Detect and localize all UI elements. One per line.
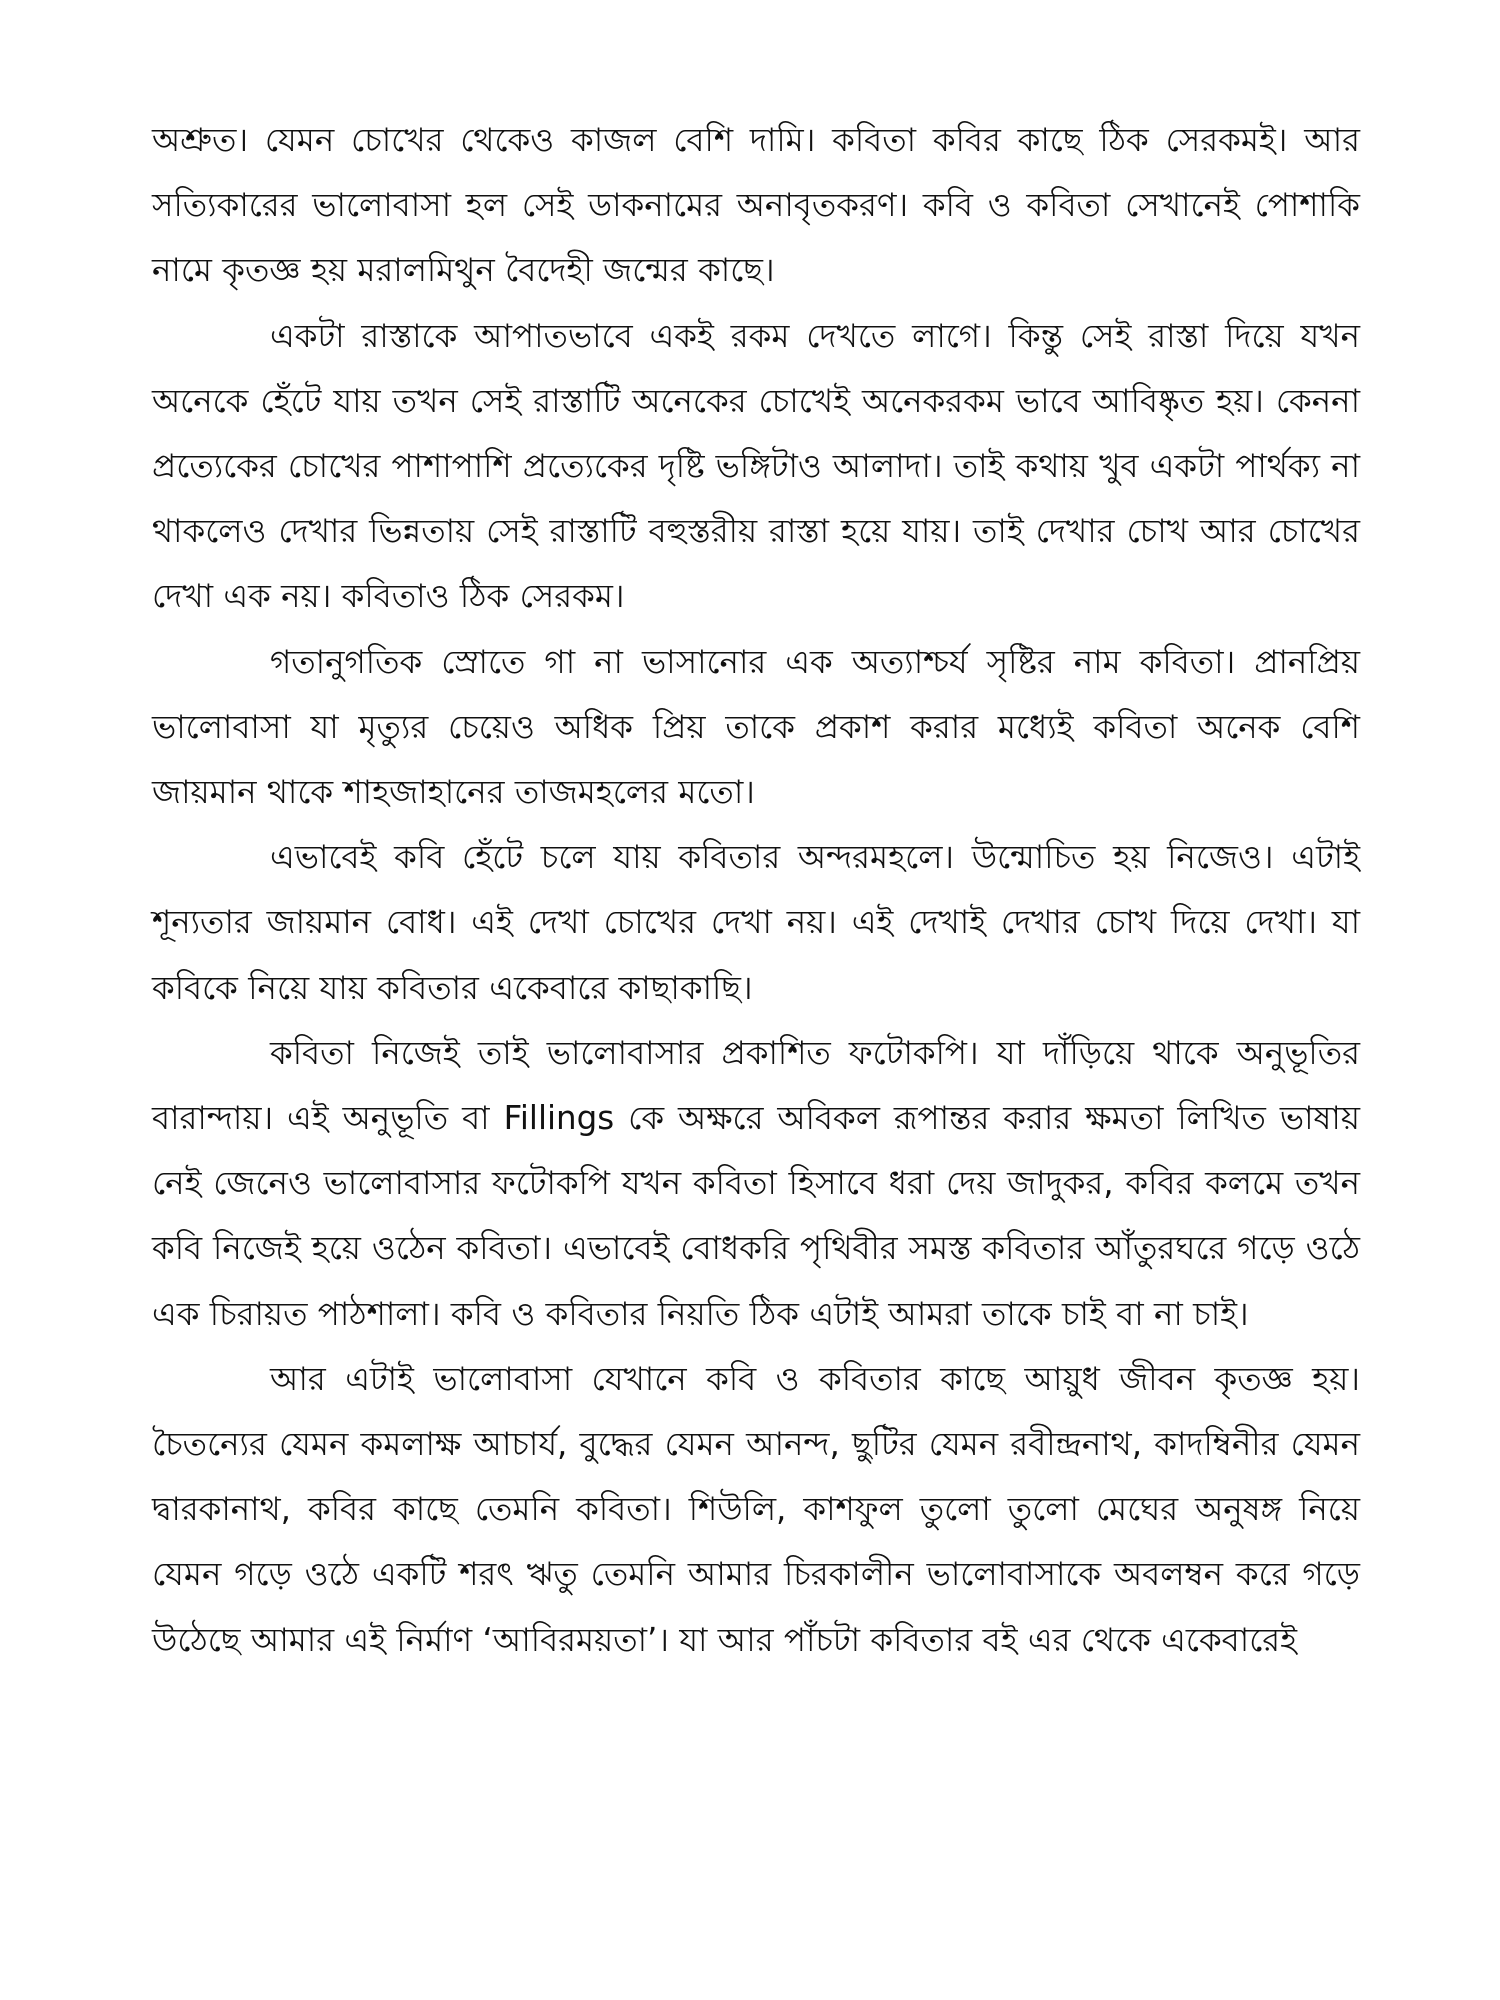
- paragraph-3: গতানুগতিক স্রোতে গা না ভাসানোর এক অত্যাশ্চর্য সৃষ্টির নাম কবিতা। প্রানপ্রিয় ভালোবাসা যা মৃত্যুর চেয়েও অধিক প্রিয় তাকে প্রকাশ করার মধ্যেই কবিতা অনেক বেশি জায়মান থাকে শাহজাহানের তাজমহলের মতো।: [152, 642, 1360, 812]
- paragraph-6: আর এটাই ভালোবাসা যেখানে কবি ও কবিতার কাছে আয়ুধ জীবন কৃতজ্ঞ হয়। চৈতন্যের যেমন কমলাক্ষ আচার্য, বুদ্ধের যেমন আনন্দ, ছুটির যেমন রবীন্দ্রনাথ, কাদম্বিনীর যেমন দ্বারকানাথ, কবির কাছে তেমনি কবিতা। শিউলি, কাশফুল তুলো তুলো মেঘের অনুষঙ্গ নিয়ে যেমন গড়ে ওঠে একটি শরৎ ঋতু তেমনি আমার চিরকালীন ভালোবাসাকে অবলম্বন করে গড়ে উঠেছে আমার এই নির্মাণ ‘আবিরময়তা’। যা আর পাঁচটা কবিতার বই এর থেকে একেবারেই: [152, 1359, 1360, 1659]
- paragraph-5: কবিতা নিজেই তাই ভালোবাসার প্রকাশিত ফটোকপি। যা দাঁড়িয়ে থাকে অনুভূতির বারান্দায়। এই অনুভূতি বা Fillings কে অক্ষরে অবিকল রূপান্তর করার ক্ষমতা লিখিত ভাষায় নেই জেনেও ভালোবাসার ফটোকপি যখন কবিতা হিসাবে ধরা দেয় জাদুকর, কবির কলমে তখন কবি নিজেই হয়ে ওঠেন কবিতা। এভাবেই বোধকরি পৃথিবীর সমস্ত কবিতার আঁতুরঘরে গড়ে ওঠে এক চিরায়ত পাঠশালা। কবি ও কবিতার নিয়তি ঠিক এটাই আমরা তাকে চাই বা না চাই।: [152, 1033, 1360, 1333]
- book-page: [152, 108, 1360, 1968]
- paragraph-2: একটা রাস্তাকে আপাতভাবে একই রকম দেখতে লাগে। কিন্তু সেই রাস্তা দিয়ে যখন অনেকে হেঁটে যায় তখন সেই রাস্তাটি অনেকের চোখেই অনেকরকম ভাবে আবিষ্কৃত হয়। কেননা প্রত্যেকের চোখের পাশাপাশি প্রত্যেকের দৃষ্টি ভঙ্গিটাও আলাদা। তাই কথায় খুব একটা পার্থক্য না থাকলেও দেখার ভিন্নতায় সেই রাস্তাটি বহুস্তরীয় রাস্তা হয়ে যায়। তাই দেখার চোখ আর চোখের দেখা এক নয়। কবিতাও ঠিক সেরকম।: [152, 316, 1360, 616]
- paragraph-4: এভাবেই কবি হেঁটে চলে যায় কবিতার অন্দরমহলে। উন্মোচিত হয় নিজেও। এটাই শূন্যতার জায়মান বোধ। এই দেখা চোখের দেখা নয়। এই দেখাই দেখার চোখ দিয়ে দেখা। যা কবিকে নিয়ে যায় কবিতার একেবারে কাছাকাছি।: [152, 838, 1360, 1007]
- paragraph-1: অশ্রুত। যেমন চোখের থেকেও কাজল বেশি দামি। কবিতা কবির কাছে ঠিক সেরকমই। আর সত্যিকারের ভালোবাসা হল সেই ডাকনামের অনাবৃতকরণ। কবি ও কবিতা সেখানেই পোশাকি নামে কৃতজ্ঞ হয় মরালমিথুন বৈদেহী জন্মের কাছে।: [152, 121, 1360, 290]
